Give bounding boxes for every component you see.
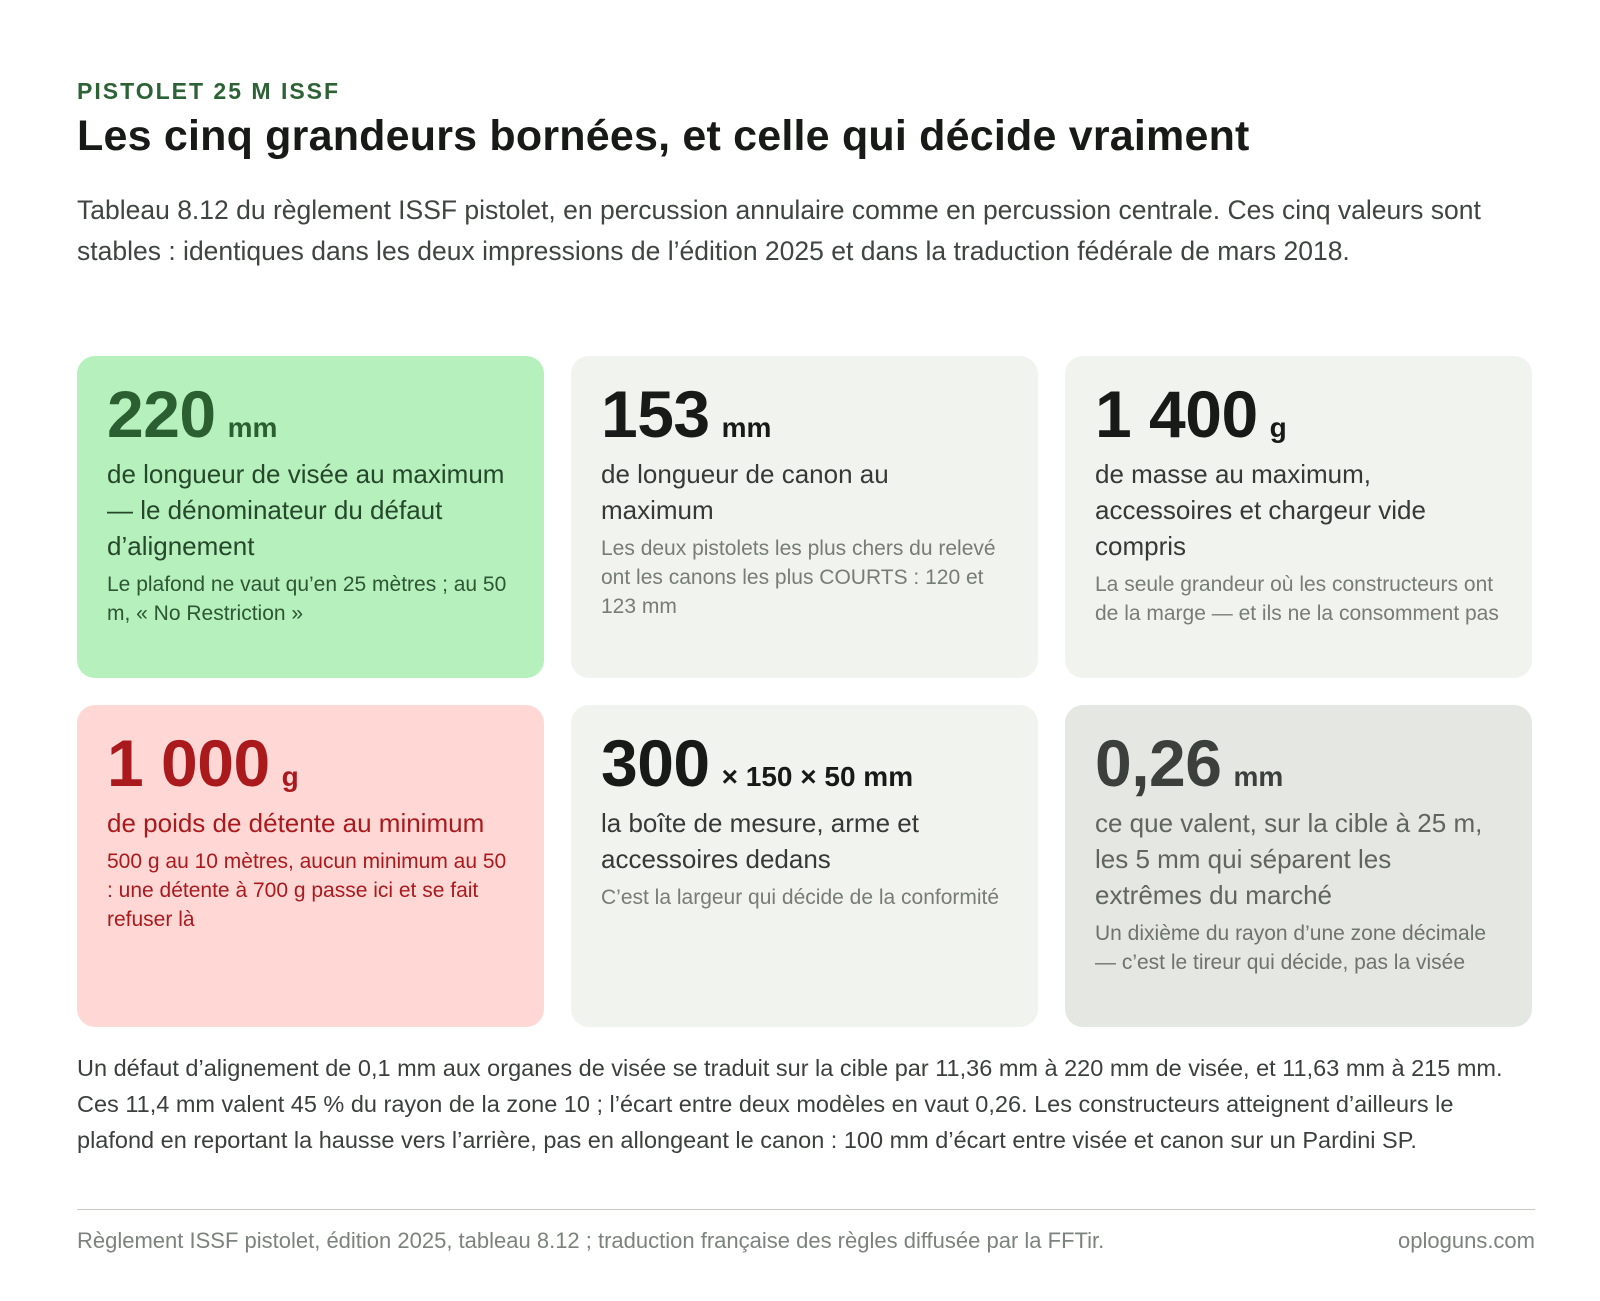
- stat-description: ce que valent, sur la cible à 25 m, les 5 mm qui séparent les extrêmes du marché: [1095, 808, 1483, 910]
- stat-note: Les deux pistolets les plus chers du relevé ont les canons les plus COURTS : 120 et 123 mm: [601, 537, 996, 618]
- stat-note: 500 g au 10 mètres, aucun minimum au 50 : une détente à 700 g passe ici et se fait refuser là: [107, 850, 507, 931]
- stat-card-grid: [77, 356, 1535, 1027]
- stat-note: Un dixième du rayon d’une zone décimale — c’est le tireur qui décide, pas la visée: [1095, 922, 1487, 974]
- stat-value: 153: [601, 377, 710, 451]
- stat-unit: × 150 × 50 mm: [721, 761, 914, 792]
- stat-note: La seule grandeur où les constructeurs ont de la marge — et ils ne la consomment pas: [1095, 573, 1499, 625]
- stat-description: de masse au maximum, accessoires et chargeur vide compris: [1095, 459, 1426, 561]
- stat-card-measuring-box: [571, 705, 1038, 1027]
- footer-divider: [77, 1209, 1535, 1210]
- stat-value: 1 000: [107, 726, 270, 800]
- stat-card-trigger-weight: [77, 705, 544, 1027]
- stat-unit: g: [281, 761, 299, 792]
- stat-card-mass: [1065, 356, 1532, 678]
- stat-unit: mm: [227, 412, 278, 443]
- page-title: Les cinq grandeurs bornées, et celle qui décide vraiment: [77, 112, 1250, 160]
- explanation-paragraph: Un défaut d’alignement de 0,1 mm aux organes de visée se traduit sur la cible par 11,36 mm à 220 mm de visée, et 11,63 mm à 215 mm. Ces 11,4 mm valent 45 % du rayon de la zone 10 ; l’écart entre deux modèles en vaut 0,26. Les constructeurs atteignent d’ailleurs le plafond en reportant la hausse vers l’arrière, pas en allongeant le canon : 100 mm d’écart entre visée et canon sur un Pardini SP.: [77, 1055, 1503, 1153]
- source-credit: Règlement ISSF pistolet, édition 2025, tableau 8.12 ; traduction française des règles diffusée par la FFTir.: [77, 1228, 1105, 1253]
- stat-unit: mm: [1233, 761, 1284, 792]
- stat-description: de longueur de visée au maximum — le dénominateur du défaut d’alignement: [107, 459, 505, 561]
- stat-card-target-deviation: [1065, 705, 1532, 1027]
- stat-value: 1 400: [1095, 377, 1258, 451]
- stat-unit: mm: [721, 412, 772, 443]
- stat-description: de longueur de canon au maximum: [601, 459, 889, 525]
- lead-paragraph: Tableau 8.12 du règlement ISSF pistolet, en percussion annulaire comme en percussion centrale. Ces cinq valeurs sont stables : identiques dans les deux impressions de l’édition 2025 et dans la traduction fédérale de mars 2018.: [77, 195, 1481, 266]
- stat-card-barrel-length: [571, 356, 1038, 678]
- stat-value: 220: [107, 377, 216, 451]
- stat-note: Le plafond ne vaut qu’en 25 mètres ; au 50 m, « No Restriction »: [107, 573, 507, 625]
- stat-note: C’est la largeur qui décide de la conformité: [601, 886, 1000, 909]
- stat-unit: g: [1269, 412, 1287, 443]
- stat-value: 0,26: [1095, 726, 1222, 800]
- kicker: PISTOLET 25 M ISSF: [77, 78, 341, 104]
- stat-value: 300: [601, 726, 710, 800]
- stat-card-sight-length: [77, 356, 544, 678]
- site-credit: oploguns.com: [1398, 1228, 1535, 1253]
- stat-description: de poids de détente au minimum: [107, 808, 485, 838]
- stat-description: la boîte de mesure, arme et accessoires dedans: [601, 808, 919, 874]
